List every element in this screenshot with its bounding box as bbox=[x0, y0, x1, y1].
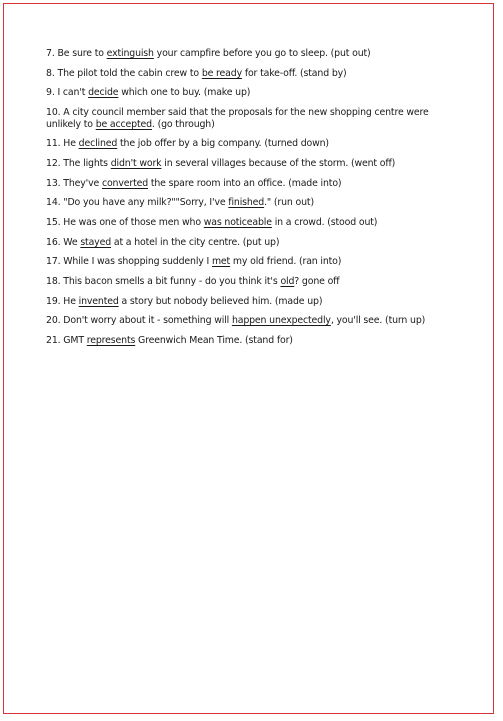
item-number: 9. bbox=[46, 87, 55, 99]
item-text-before: They've bbox=[60, 177, 102, 189]
item-text-before: While I was shopping suddenly I bbox=[60, 256, 212, 268]
item-number: 18. bbox=[46, 276, 61, 288]
item-text-after: in several villages because of the storm. (went off) bbox=[161, 157, 396, 169]
item-text-before: "Do you have any milk?""Sorry, I've bbox=[60, 197, 229, 209]
item-number: 20. bbox=[46, 315, 61, 327]
item-number: 16. bbox=[46, 236, 61, 248]
underlined-phrase: extinguish bbox=[106, 48, 154, 59]
underlined-phrase: didn't work bbox=[110, 157, 162, 169]
underlined-phrase: decide bbox=[88, 87, 119, 99]
item-text-after: Greenwich Mean Time. (stand for) bbox=[135, 335, 293, 347]
item-number: 7. bbox=[46, 48, 55, 59]
item-text-after: your campfire before you go to sleep. (put out) bbox=[153, 48, 371, 59]
item-text-after: the job offer by a big company. (turned down) bbox=[117, 138, 329, 150]
item-number: 8. bbox=[46, 67, 55, 79]
underlined-phrase: finished bbox=[228, 197, 265, 209]
exercise-item-11 bbox=[46, 138, 466, 150]
item-number: 17. bbox=[46, 256, 61, 268]
underlined-phrase: converted bbox=[101, 177, 149, 189]
exercise-item-18 bbox=[46, 276, 466, 288]
exercise-list bbox=[46, 48, 466, 355]
item-number: 14. bbox=[46, 197, 61, 209]
exercise-item-21 bbox=[46, 335, 466, 347]
item-text-before: I can't bbox=[54, 87, 89, 99]
item-text-after: in a crowd. (stood out) bbox=[271, 217, 378, 228]
underlined-phrase: invented bbox=[78, 295, 119, 307]
item-number: 12. bbox=[46, 157, 61, 169]
exercise-item-15 bbox=[46, 217, 466, 229]
item-text-after: my old friend. (ran into) bbox=[230, 256, 342, 268]
underlined-phrase: happen unexpectedly bbox=[231, 315, 331, 327]
exercise-item-14 bbox=[46, 197, 466, 209]
item-text-after: ? gone off bbox=[294, 276, 340, 288]
item-number: 11. bbox=[46, 138, 61, 150]
underlined-phrase: was noticeable bbox=[203, 217, 272, 228]
item-number: 19. bbox=[46, 295, 61, 307]
item-text-before: GMT bbox=[60, 335, 87, 347]
item-text-before: We bbox=[60, 236, 81, 248]
page-frame bbox=[3, 3, 494, 714]
exercise-item-13 bbox=[46, 178, 466, 190]
exercise-item-7 bbox=[46, 48, 466, 60]
item-text-after: a story but nobody believed him. (made up) bbox=[118, 295, 323, 307]
item-text-before: He was one of those men who bbox=[60, 217, 204, 228]
item-text-after: for take-off. (stand by) bbox=[241, 67, 347, 79]
item-number: 13. bbox=[46, 177, 61, 189]
item-text-after: . (go through) bbox=[151, 118, 215, 130]
item-text-before: He bbox=[60, 138, 79, 150]
item-text-before: He bbox=[60, 295, 79, 307]
underlined-phrase: represents bbox=[86, 335, 136, 347]
exercise-item-16 bbox=[46, 237, 466, 249]
exercise-item-8 bbox=[46, 68, 466, 80]
item-text-after: ." (run out) bbox=[264, 197, 314, 209]
underlined-phrase: declined bbox=[78, 138, 118, 150]
underlined-phrase: old bbox=[280, 276, 295, 288]
item-text-after: at a hotel in the city centre. (put up) bbox=[111, 236, 280, 248]
item-text-before: A city council member said that the proposals for the new shopping centre were unlikely to bbox=[46, 107, 429, 130]
item-text-before: Don't worry about it - something will bbox=[60, 315, 232, 327]
item-text-before: The lights bbox=[60, 157, 111, 169]
item-number: 10. bbox=[46, 107, 61, 119]
item-text-after: , you'll see. (turn up) bbox=[330, 315, 426, 327]
exercise-item-20 bbox=[46, 315, 466, 327]
exercise-item-12 bbox=[46, 158, 466, 170]
underlined-phrase: met bbox=[211, 256, 231, 268]
exercise-item-17 bbox=[46, 256, 466, 268]
exercise-item-9 bbox=[46, 87, 466, 99]
item-text-after: the spare room into an office. (made into) bbox=[148, 177, 342, 189]
item-number: 21. bbox=[46, 335, 61, 347]
underlined-phrase: stayed bbox=[80, 236, 112, 248]
underlined-phrase: be ready bbox=[201, 67, 242, 79]
exercise-item-10 bbox=[46, 107, 466, 130]
item-text-after: which one to buy. (make up) bbox=[118, 87, 251, 99]
item-text-before: Be sure to bbox=[54, 48, 107, 59]
exercise-item-19 bbox=[46, 296, 466, 308]
underlined-phrase: be accepted bbox=[95, 118, 152, 130]
item-text-before: This bacon smells a bit funny - do you think it's bbox=[60, 276, 281, 288]
item-number: 15. bbox=[46, 217, 61, 228]
item-text-before: The pilot told the cabin crew to bbox=[54, 67, 202, 79]
